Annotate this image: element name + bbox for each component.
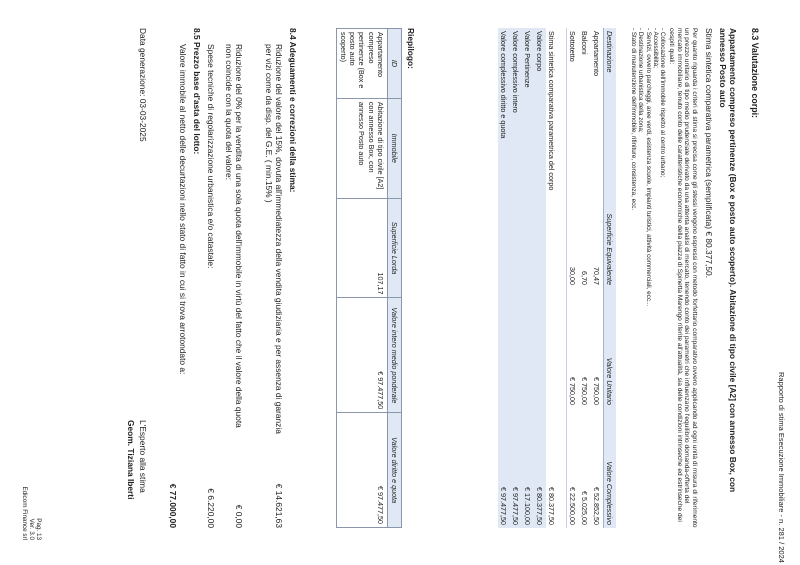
cell: 30,00: [567, 168, 580, 288]
cell-valore-diritto: € 97.477,50: [336, 413, 387, 528]
bullet-item: - Destinazione urbanistica della zona;: [637, 28, 645, 133]
bullet-item: - Accessibilità;: [651, 28, 659, 68]
cell: € 750,00: [580, 377, 590, 405]
col-superficie: Superficie Equivalente: [604, 168, 617, 288]
cell: € 52.852,50: [592, 487, 602, 525]
col-superficie-lorda: Superficie Lorda: [387, 198, 401, 298]
corpo-subtitle: Appartamento compreso pertinenze (Box e posto auto scoperto). Abitazione di tipo civile [A2] con annesso Box, con annesso Posto auto: [717, 28, 738, 493]
total-value: € 80.377,50: [534, 408, 546, 528]
cell: € 750,00: [567, 288, 580, 408]
cell: 6,70: [580, 271, 590, 285]
riepilogo-header: [387, 29, 401, 528]
page-footer: [20, 470, 42, 540]
cell: 70,47: [592, 267, 602, 285]
total-label: Valore complessivo intero: [510, 28, 522, 408]
section-8-5-title: 8.5 Prezzo base d'asta del lotto:: [192, 28, 202, 155]
adjustment-value: € 14.621,63: [274, 483, 284, 528]
total-label: Valore Pertinenze: [522, 28, 534, 408]
version: Ver. 3.0: [27, 518, 35, 540]
stima-line: Stima sintetica comparativa parametrica (semplificata) € 80.377,50.: [704, 28, 714, 278]
generation-date: Data generazione: 03-03-2025: [138, 28, 148, 142]
col-id: ID: [387, 29, 401, 99]
total-value: € 97.477,50: [510, 408, 522, 528]
total-value: € 17.100,00: [522, 408, 534, 528]
bullet-item: - Stato di manutenzione dell'immobile, rifiniture, consistenza, ecc.: [630, 28, 638, 211]
summary-label: Stima sintetica comparativa parametrica del corpo: [547, 31, 557, 191]
col-destinazione: Destinazione: [604, 28, 617, 168]
stima-table: [498, 28, 616, 528]
bullet-item: - Servizi, ovvero parcheggi, aree verdi, esistenza scuole, impianti turistici, attività commerciali, ecc...: [644, 28, 652, 307]
adjustment-text: Riduzione del 0% per la vendita di una sola quota dell'immobile in virtù del fatto che il valore della quota non coincide con la quota del valore:: [223, 44, 244, 428]
cell: Appartamento: [592, 31, 602, 77]
adjustment-text: Riduzione del valore del 15%, dovuta all'immediatezza della vendita giudiziaria e per assenza di garanzia per vizi come da disp. del G.E. ( min.15% ): [263, 44, 284, 434]
col-valore-unitario: Valore Unitario: [604, 288, 617, 408]
total-value: € 97.477,50: [498, 408, 510, 528]
prezzo-base-value: € 77.000,00: [168, 483, 178, 528]
cell: € 22.500,00: [567, 408, 580, 528]
cell-id: Appartamento compreso pertinenze (Box e posto auto scoperto): [336, 29, 387, 99]
cell: € 750,00: [592, 377, 602, 405]
cell: € 5.025,00: [580, 491, 590, 525]
expert-name: Geom. Tiziana Iberti: [126, 420, 136, 500]
page-number: Pag. 13: [35, 518, 42, 540]
stima-table-header: [604, 28, 617, 528]
table-row: [567, 28, 580, 528]
adjustment-text: Spese tecniche di regolarizzazione urbanistica e/o catastale:: [206, 44, 216, 269]
table-row: [591, 28, 604, 528]
total-label: Valore corpo: [534, 28, 546, 408]
total-row: [522, 28, 534, 528]
col-valore-complessivo: Valore Complessivo: [604, 408, 617, 528]
total-row: [534, 28, 546, 528]
summary-value: € 80.377,50: [547, 487, 557, 525]
table-row: [336, 29, 387, 528]
adjustment-value: € 6.220,00: [206, 488, 216, 528]
criteria-paragraph: Per quanto riguarda i criteri di stima si precisa come gli stessi vengono espressi con metodo forfettario comparativo ovvero applicando ad ogni unità di misura di riferimento un prezzo unitario di tipo medio prudenziale derivato da una attenta analisi di mercato, tenendo conto dei parametri che influenzano l'equilibrio domanda-offerta del mercato immobiliare, tenuto conto delle caratteristiche economiche della piazza di Spinetta Marengo riferite all'attualità, sia delle condizioni intrinseche ed estrinseche dei cespiti quali:: [668, 28, 698, 528]
riepilogo-table: [336, 28, 402, 528]
cell: Sottotetto: [567, 28, 580, 168]
publisher: Edicom Finance srl: [20, 486, 28, 540]
section-8-4-title: 8.4 Adeguamenti e correzioni della stima:: [288, 28, 298, 193]
criteria-bullets: [630, 28, 666, 528]
report-header: Rapporto di stima Esecuzione Immobiliare - n. 281 / 2024: [777, 372, 786, 563]
col-valore-intero: Valore intero medio ponderale: [387, 298, 401, 413]
table-row: [558, 28, 567, 528]
expert-label: L'Esperto alla stima: [138, 420, 148, 493]
summary-row: [546, 28, 558, 528]
cell-immobile: Abitazione di tipo civile [A2] con annesso Box, con annesso Posto auto: [336, 98, 387, 198]
col-immobile: Immobile: [387, 98, 401, 198]
total-row: [498, 28, 510, 528]
cell-valore-intero: € 97.477,50: [336, 298, 387, 413]
bullet-item: - Collocazione dell'immobile rispetto al centro urbano;: [659, 28, 666, 178]
col-valore-diritto: Valore diritto e quota: [387, 413, 401, 528]
riepilogo-title: Riepilogo:: [406, 28, 416, 69]
prezzo-base-text: Valore immobile al netto delle decurtazioni nello stato di fatto in cui si trova arrotondato a:: [178, 44, 188, 375]
section-8-3-title: 8.3 Valutazione corpi:: [750, 28, 760, 118]
total-label: Valore complessivo diritto e quota: [498, 28, 510, 408]
cell-superficie: 107,17: [336, 198, 387, 298]
table-row: [579, 28, 591, 528]
cell: Balconi: [580, 31, 590, 55]
adjustment-value: € 0,00: [234, 504, 244, 528]
total-row: [510, 28, 522, 528]
